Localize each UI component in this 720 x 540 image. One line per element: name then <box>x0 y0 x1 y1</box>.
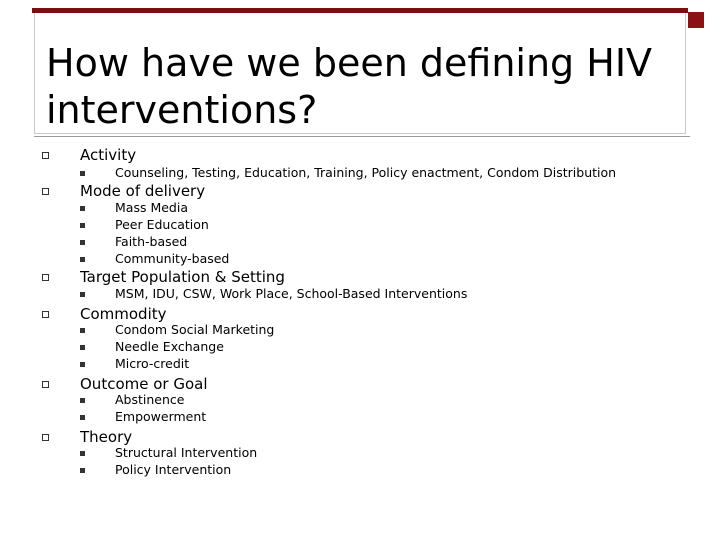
bullet-icon <box>80 398 85 403</box>
section-heading-target-population: Target Population & Setting <box>80 268 285 286</box>
list-item: Community-based <box>115 251 230 266</box>
bullet-icon <box>80 468 85 473</box>
square-bullet-icon <box>42 274 49 281</box>
section-heading-mode-of-delivery: Mode of delivery <box>80 182 206 200</box>
list-item: Condom Social Marketing <box>115 322 275 337</box>
slide-title: How have we been defining HIV interventions? <box>46 41 653 132</box>
bullet-icon <box>80 415 85 420</box>
accent-bar-top <box>32 8 688 13</box>
bullet-icon <box>80 240 85 245</box>
list-item: Abstinence <box>115 392 185 407</box>
list-item: Counseling, Testing, Education, Training, Policy enactment, Condom Distribution <box>115 165 617 180</box>
bullet-icon <box>80 171 85 176</box>
list-item: Policy Intervention <box>115 462 232 477</box>
accent-square <box>688 12 704 28</box>
bullet-icon <box>80 451 85 456</box>
bullet-icon <box>80 257 85 262</box>
title-divider <box>34 136 690 137</box>
bullet-icon <box>80 223 85 228</box>
list-item: Faith-based <box>115 234 188 249</box>
square-bullet-icon <box>42 152 49 159</box>
list-item: Structural Intervention <box>115 445 258 460</box>
square-bullet-icon <box>42 434 49 441</box>
bullet-icon <box>80 345 85 350</box>
section-heading-theory: Theory <box>80 428 133 446</box>
bullet-icon <box>80 206 85 211</box>
list-item: Mass Media <box>115 200 188 215</box>
section-heading-activity: Activity <box>80 146 137 164</box>
list-item: Needle Exchange <box>115 339 224 354</box>
bullet-icon <box>80 362 85 367</box>
square-bullet-icon <box>42 188 49 195</box>
list-item: Micro-credit <box>115 356 190 371</box>
list-item: Empowerment <box>115 409 207 424</box>
list-item: Peer Education <box>115 217 209 232</box>
list-item: MSM, IDU, CSW, Work Place, School-Based Interventions <box>115 286 468 301</box>
square-bullet-icon <box>42 311 49 318</box>
section-heading-commodity: Commodity <box>80 305 167 323</box>
bullet-icon <box>80 328 85 333</box>
square-bullet-icon <box>42 381 49 388</box>
bullet-icon <box>80 292 85 297</box>
section-heading-outcome: Outcome or Goal <box>80 375 208 393</box>
